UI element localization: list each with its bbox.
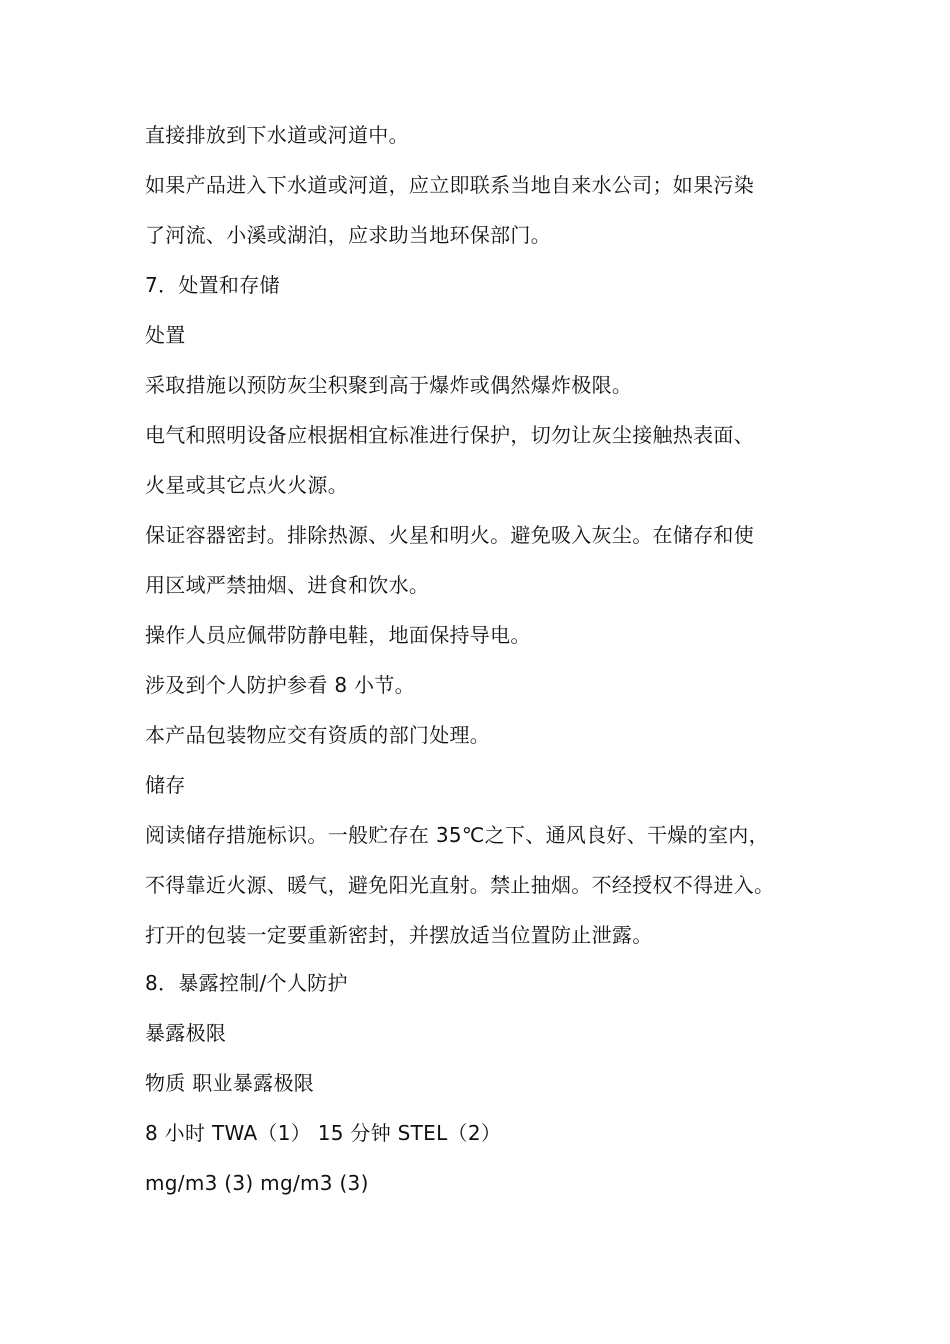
subsection-heading: 暴露极限 <box>145 1021 227 1045</box>
text-line: 打开的包装一定要重新密封，并摆放适当位置防止泄露。 <box>145 923 653 947</box>
text-line: 保证容器密封。排除热源、火星和明火。避免吸入灰尘。在储存和使 <box>145 523 754 547</box>
text-line: 物质 职业暴露极限 <box>145 1071 315 1095</box>
text-line: 火星或其它点火火源。 <box>145 473 348 497</box>
text-line: 直接排放到下水道或河道中。 <box>145 123 409 147</box>
section-heading: 7．处置和存储 <box>145 273 280 297</box>
text-line: 本产品包装物应交有资质的部门处理。 <box>145 723 491 747</box>
subsection-heading: 处置 <box>145 323 186 347</box>
text-line: 电气和照明设备应根据相宜标准进行保护，切勿让灰尘接触热表面、 <box>145 423 754 447</box>
text-line: 操作人员应佩带防静电鞋，地面保持导电。 <box>145 623 531 647</box>
text-line: 涉及到个人防护参看 8 小节。 <box>145 673 415 697</box>
text-line: 了河流、小溪或湖泊，应求助当地环保部门。 <box>145 223 551 247</box>
subsection-heading: 储存 <box>145 773 186 797</box>
section-heading: 8．暴露控制/个人防护 <box>145 971 348 995</box>
text-line: 采取措施以预防灰尘积聚到高于爆炸或偶然爆炸极限。 <box>145 373 633 397</box>
text-line: 如果产品进入下水道或河道，应立即联系当地自来水公司；如果污染 <box>145 173 754 197</box>
text-line: 阅读储存措施标识。一般贮存在 35℃之下、通风良好、干燥的室内， <box>145 823 769 847</box>
text-line: 不得靠近火源、暖气，避免阳光直射。禁止抽烟。不经授权不得进入。 <box>145 873 775 897</box>
text-line: mg/m3 (3) mg/m3 (3) <box>145 1171 369 1195</box>
text-line: 用区域严禁抽烟、进食和饮水。 <box>145 573 430 597</box>
text-line: 8 小时 TWA（1） 15 分钟 STEL（2） <box>145 1121 502 1145</box>
